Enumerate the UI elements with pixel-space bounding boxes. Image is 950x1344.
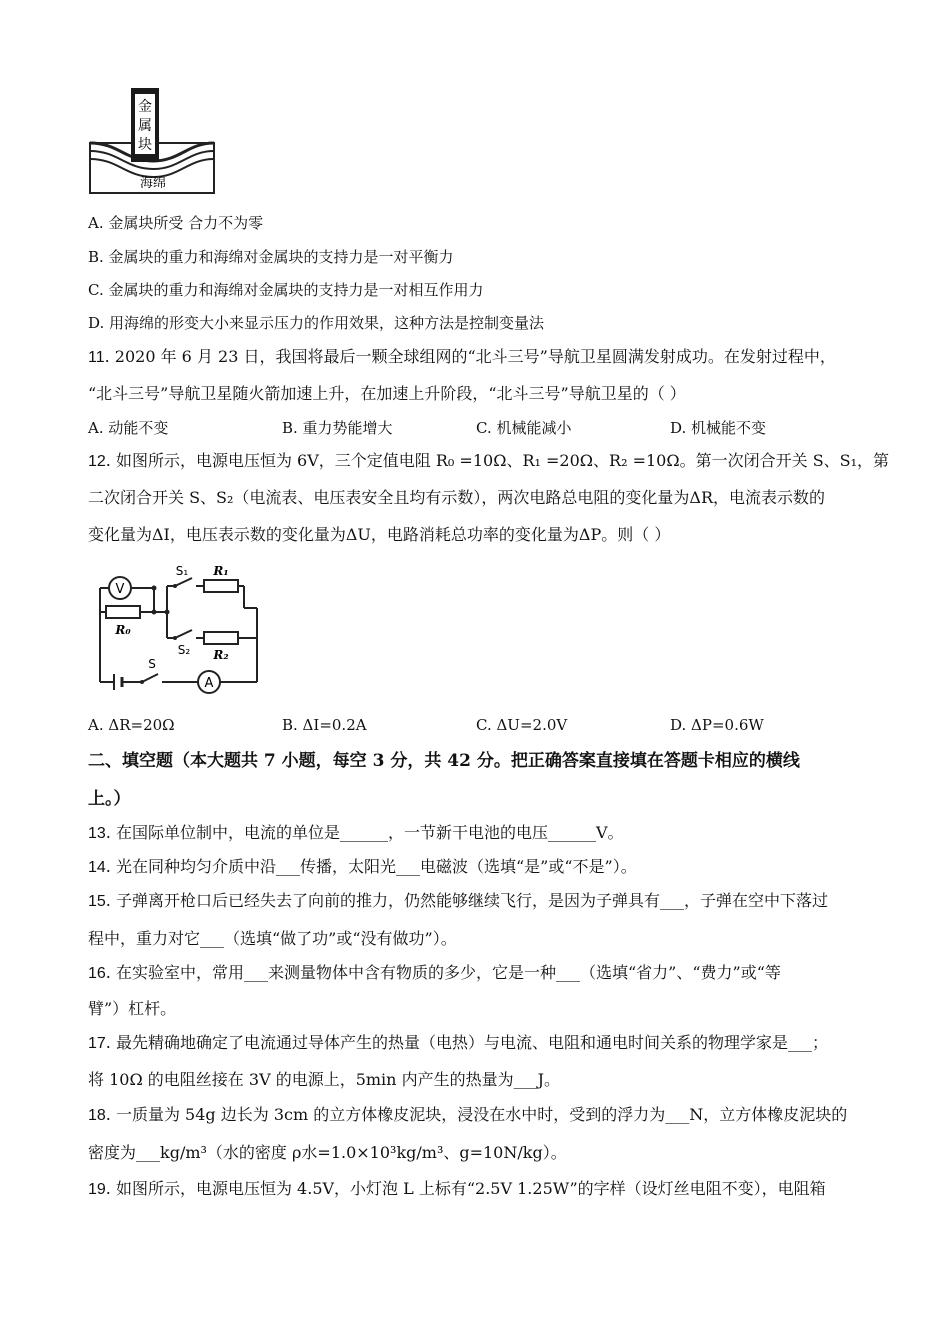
q19-line-1: 19. 如图所示，电源电压恒为 4.5V，小灯泡 L 上标有“2.5V 1.25W”的字样（设灯丝电阻不变），电阻箱 — [88, 1179, 826, 1198]
q18-line-1: 18. 一质量为 54g 边长为 3cm 的立方体橡皮泥块，浸没在水中时，受到的浮力为___N，立方体橡皮泥块的 — [88, 1105, 848, 1124]
sponge-block-figure — [88, 85, 218, 197]
r0-label: R₀ — [115, 623, 131, 637]
question-number: 13 — [88, 825, 106, 842]
question-number: 17 — [88, 1035, 106, 1052]
q11-option-c: C. 机械能减小 — [476, 419, 572, 437]
q15-line-1: 15. 子弹离开枪口后已经失去了向前的推力，仍然能够继续飞行，是因为子弹具有___，子弹在空中下落过 — [88, 891, 828, 910]
sponge-label: 海绵 — [139, 176, 167, 191]
s2-label: S₂ — [177, 643, 191, 657]
q17-line-2: 将 10Ω 的电阻丝接在 3V 的电源上，5min 内产生的热量为___J。 — [88, 1070, 560, 1089]
block-label-3: 块 — [138, 137, 152, 153]
q11-option-b: B. 重力势能增大 — [282, 419, 393, 437]
question-number: 14 — [88, 859, 106, 876]
question-number: 12 — [88, 453, 106, 470]
question-number: 16 — [88, 965, 106, 982]
block-label-1: 金 — [138, 99, 152, 115]
q17-line-1: 17. 最先精确地确定了电流通过导体产生的热量（电热）与电流、电阻和通电时间关系的物理学家是___； — [88, 1033, 828, 1052]
block-label-2: 属 — [138, 118, 152, 134]
q16-line-2: 臂”）杠杆。 — [88, 999, 177, 1018]
question-number: 19 — [88, 1181, 106, 1198]
question-number: 15 — [88, 893, 106, 910]
q12-option-b: B. ΔI=0.2A — [282, 716, 367, 734]
r1-label: R₁ — [213, 564, 229, 578]
q12-option-d: D. ΔP=0.6W — [670, 716, 764, 734]
q10-option-d: D. 用海绵的形变大小来显示压力的作用效果，这种方法是控制变量法 — [88, 314, 545, 332]
q13-line: 13. 在国际单位制中，电流的单位是______，一节新干电池的电压______V。 — [88, 823, 624, 842]
q16-line-1: 16. 在实验室中，常用___来测量物体中含有物质的多少，它是一种___（选填“省力”、“费力”或“等 — [88, 963, 781, 982]
q10-option-c: C. 金属块的重力和海绵对金属块的支持力是一对相互作用力 — [88, 281, 484, 299]
q14-line: 14. 光在同种均匀介质中沿___传播，太阳光___电磁波（选填“是”或“不是”）。 — [88, 857, 637, 876]
q12-option-a: A. ΔR=20Ω — [88, 716, 175, 734]
q18-line-2: 密度为___kg/m³（水的密度 ρ水=1.0×10³kg/m³、g=10N/kg）。 — [88, 1143, 567, 1162]
question-number: 11 — [88, 349, 105, 366]
q12-line-2: 二次闭合开关 S、S₂（电流表、电压表安全且均有示数），两次电路总电阻的变化量为ΔR，电流表示数的 — [88, 488, 826, 507]
q12-option-c: C. ΔU=2.0V — [476, 716, 568, 734]
question-number: 18 — [88, 1107, 106, 1124]
s1-label: S₁ — [175, 564, 189, 578]
s-label: S — [148, 657, 156, 671]
section-heading-line-1: 二、填空题（本大题共 7 小题，每空 3 分，共 42 分。把正确答案直接填在答题卡相应的横线 — [88, 751, 800, 771]
q10-option-b: B. 金属块的重力和海绵对金属块的支持力是一对平衡力 — [88, 248, 454, 266]
q10-option-a: A. 金属块所受 合力不为零 — [88, 214, 264, 232]
ammeter-label: A — [204, 676, 214, 691]
q11-option-a: A. 动能不变 — [88, 419, 169, 437]
q11-option-d: D. 机械能不变 — [670, 419, 767, 437]
section-heading-line-2: 上。） — [88, 789, 131, 809]
r2-label: R₂ — [213, 648, 229, 662]
circuit-diagram — [92, 562, 264, 697]
q15-line-2: 程中，重力对它___（选填“做了功”或“没有做功”）。 — [88, 929, 457, 948]
q11-line-2: “北斗三号”导航卫星随火箭加速上升，在加速上升阶段，“北斗三号”导航卫星的（ ） — [88, 384, 686, 403]
q11-line-1: 11. 2020 年 6 月 23 日，我国将最后一颗全球组网的“北斗三号”导航卫星圆满发射成功。在发射过程中， — [88, 347, 836, 366]
q12-line-3: 变化量为ΔI，电压表示数的变化量为ΔU，电路消耗总功率的变化量为ΔP。则（ ） — [88, 525, 671, 544]
voltmeter-label: V — [115, 582, 125, 597]
q12-line-1: 12. 如图所示，电源电压恒为 6V，三个定值电阻 R₀ =10Ω、R₁ =20Ω、R₂ =10Ω。第一次闭合开关 S、S₁，第 — [88, 451, 890, 470]
